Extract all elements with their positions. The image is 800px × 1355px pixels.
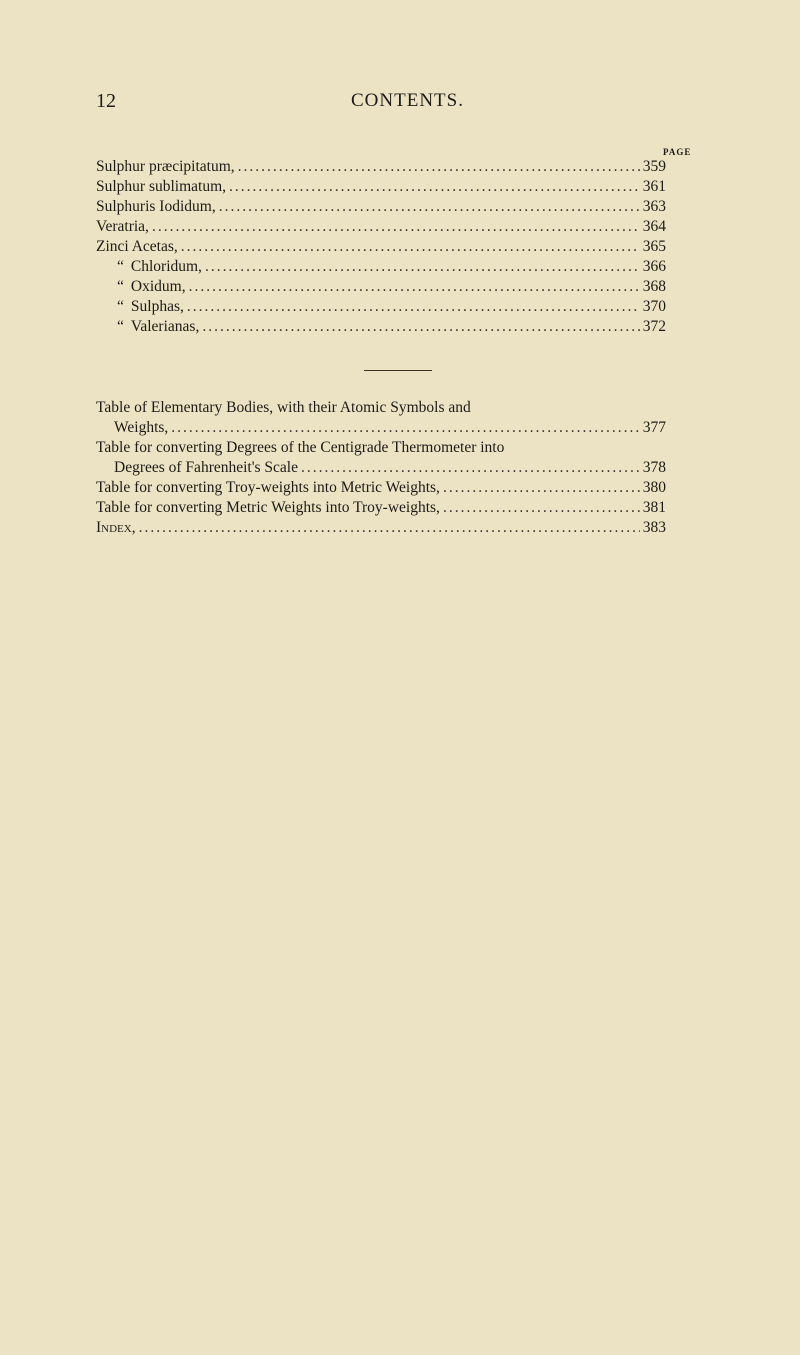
dot-leader <box>301 458 640 478</box>
toc-entry <box>96 458 666 478</box>
ditto-mark: “ <box>117 258 124 275</box>
dot-leader <box>443 478 640 498</box>
toc-entry <box>96 157 666 177</box>
dot-leader <box>139 518 640 538</box>
toc-entry <box>96 257 666 277</box>
entry-page: 381 <box>642 499 666 516</box>
toc-entry-first-line: Table of Elementary Bodies, with their Atomic Symbols and <box>96 399 471 416</box>
entry-page: 380 <box>642 479 666 496</box>
entry-label: Valerianas, <box>130 318 200 335</box>
dot-leader <box>205 257 640 277</box>
toc-entry-first-line: Table for converting Degrees of the Centigrade Thermometer into <box>96 439 505 456</box>
running-header <box>0 90 800 114</box>
dot-leader <box>443 498 640 518</box>
entry-page: 366 <box>642 258 666 275</box>
dot-leader <box>189 277 640 297</box>
dot-leader <box>187 297 640 317</box>
entry-label: Sulphur sublimatum, <box>96 178 227 195</box>
entry-label: Sulphur præcipitatum, <box>96 158 235 175</box>
entry-label: Table for converting Troy-weights into Metric Weights, <box>96 479 440 496</box>
toc-entry <box>96 197 666 217</box>
dot-leader <box>238 157 640 177</box>
ditto-mark: “ <box>117 318 124 335</box>
entry-label: Degrees of Fahrenheit's Scale <box>114 459 298 476</box>
toc-entry <box>96 237 666 257</box>
entry-page: 378 <box>642 459 666 476</box>
toc-entry <box>96 217 666 237</box>
entry-label: Sulphas, <box>130 298 184 315</box>
entry-label: Index, <box>96 519 136 536</box>
toc-entry <box>96 478 666 498</box>
entry-label: Sulphuris Iodidum, <box>96 198 216 215</box>
toc-entry <box>96 418 666 438</box>
entry-page: 359 <box>642 158 666 175</box>
entry-label: Chloridum, <box>130 258 202 275</box>
toc-entry <box>96 177 666 197</box>
toc-entry <box>96 498 666 518</box>
page-number: 12 <box>96 90 116 112</box>
entry-page: 361 <box>642 178 666 195</box>
dot-leader <box>181 237 640 257</box>
page-column-heading: PAGE <box>663 147 692 157</box>
section-divider <box>364 370 432 371</box>
entry-page: 365 <box>642 238 666 255</box>
entry-page: 383 <box>642 519 666 536</box>
entry-page: 372 <box>642 318 666 335</box>
toc-entry <box>96 518 666 538</box>
entry-label: Table for converting Metric Weights into Troy-weights, <box>96 499 440 516</box>
toc-entry <box>96 317 666 337</box>
dot-leader <box>219 197 640 217</box>
entry-label: Weights, <box>114 419 169 436</box>
contents-list-drugs <box>96 157 666 337</box>
dot-leader <box>229 177 640 197</box>
entry-page: 364 <box>642 218 666 235</box>
entry-page: 377 <box>642 419 666 436</box>
dot-leader <box>171 418 639 438</box>
entry-label: Veratria, <box>96 218 149 235</box>
toc-entry <box>96 297 666 317</box>
contents-list-tables <box>96 398 666 538</box>
entry-label: Zinci Acetas, <box>96 238 178 255</box>
ditto-mark: “ <box>117 278 124 295</box>
ditto-mark: “ <box>117 298 124 315</box>
dot-leader <box>152 217 640 237</box>
entry-page: 370 <box>642 298 666 315</box>
entry-page: 368 <box>642 278 666 295</box>
toc-entry <box>96 277 666 297</box>
dot-leader <box>202 317 639 337</box>
entry-label: Oxidum, <box>130 278 186 295</box>
running-title: CONTENTS. <box>351 90 464 111</box>
entry-page: 363 <box>642 198 666 215</box>
